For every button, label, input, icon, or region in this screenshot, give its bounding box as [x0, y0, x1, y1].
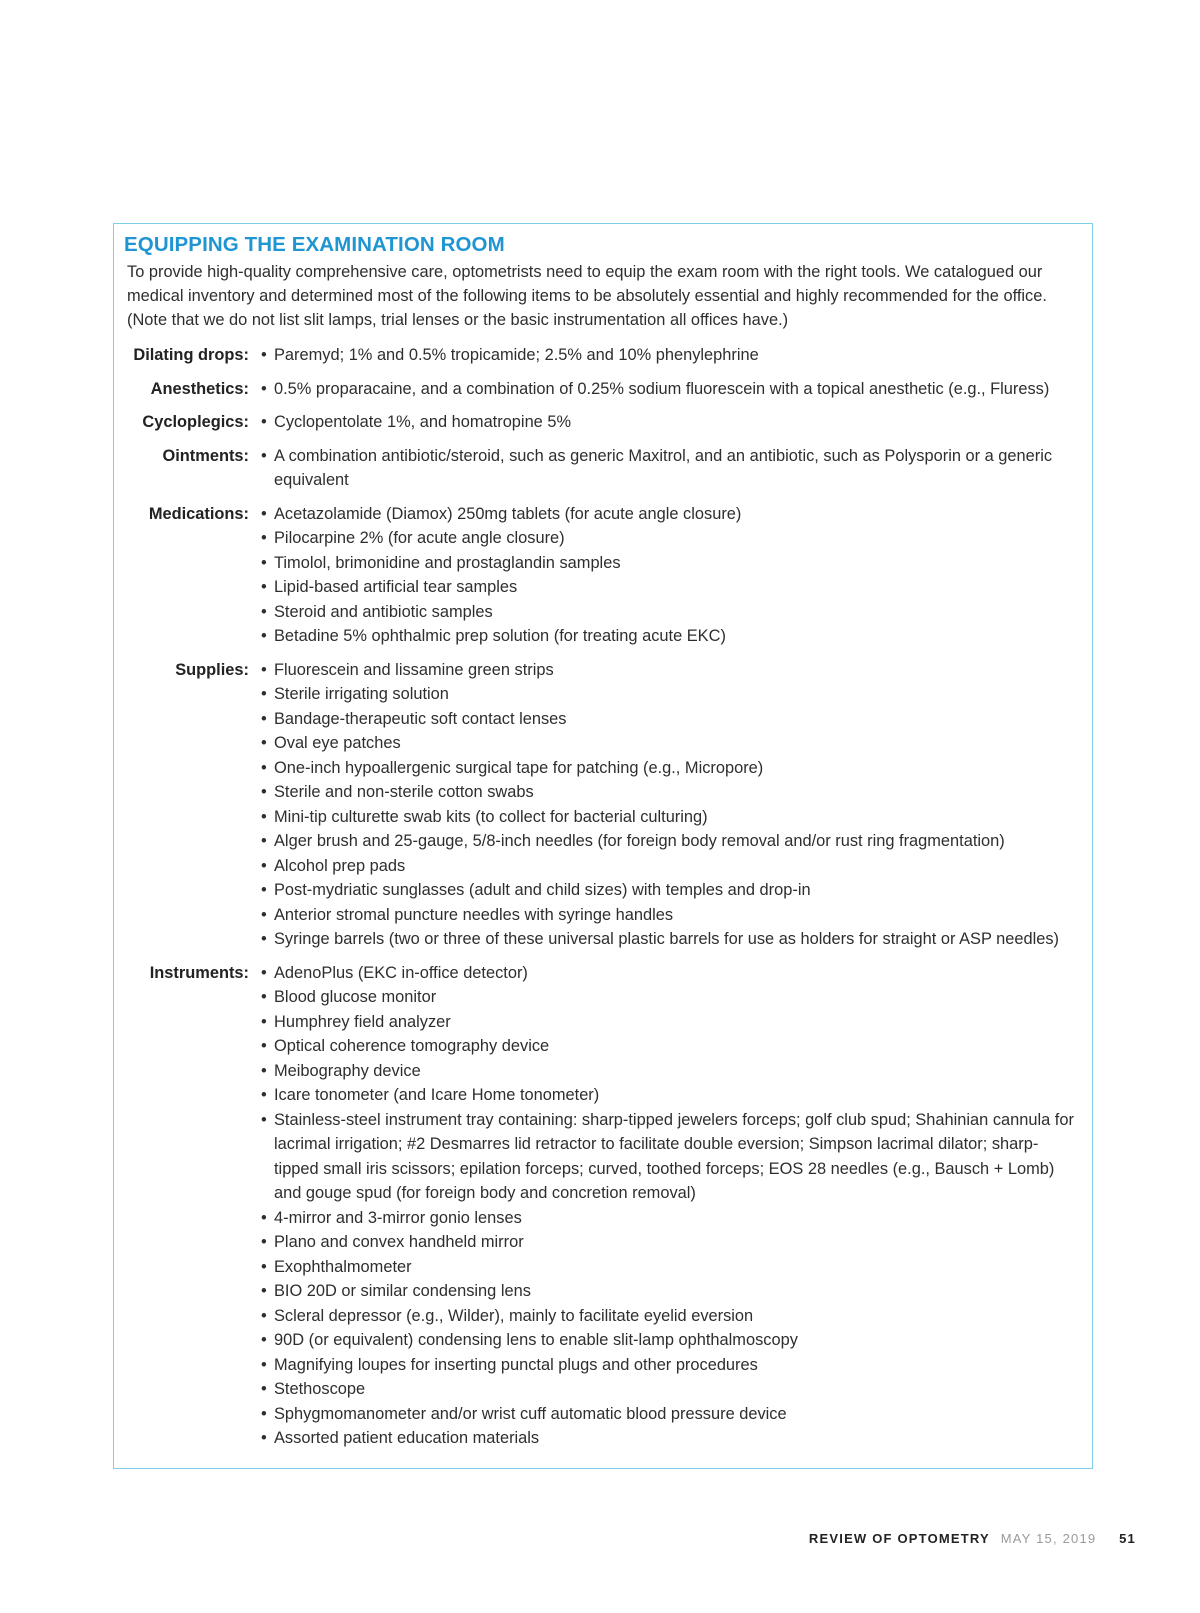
category-label: Supplies:: [175, 660, 249, 679]
list-item-text: 90D (or equivalent) condensing lens to enable slit-lamp ophthalmoscopy: [274, 1331, 798, 1349]
list-item: [261, 1402, 1078, 1427]
category-row: [124, 961, 1078, 1451]
list-item-text: Oval eye patches: [274, 734, 401, 752]
list-item-text: Alcohol prep pads: [274, 856, 406, 875]
category-items: [249, 961, 1078, 1451]
bullet-icon: •: [261, 685, 267, 703]
list-item: [261, 961, 1078, 986]
bullet-icon: •: [261, 578, 267, 596]
list-item: [261, 829, 1078, 854]
list-item-text: Post-mydriatic sunglasses (adult and child sizes) with temples and drop-in: [274, 881, 811, 899]
list-item-text: Stethoscope: [274, 1380, 366, 1398]
bullet-icon: •: [261, 602, 267, 621]
list-item: [261, 927, 1078, 952]
list-item-text: Lipid-based artificial tear samples: [274, 578, 518, 596]
list-item-text: Magnifying loupes for inserting punctal plugs and other procedures: [274, 1355, 758, 1374]
category-list: [124, 343, 1078, 1451]
category-row: [124, 658, 1078, 952]
sidebar-box: [113, 223, 1093, 1469]
list-item: [261, 1034, 1078, 1059]
list-item-text: Betadine 5% ophthalmic prep solution (for treating acute EKC): [274, 627, 726, 645]
list-item-text: Exophthalmometer: [274, 1257, 412, 1276]
list-item: [261, 551, 1078, 576]
category-label: Medications:: [148, 504, 249, 523]
list-item: [261, 410, 1078, 435]
category-row: [124, 343, 1078, 368]
list-item: [261, 707, 1078, 732]
list-item-text: Fluorescein and lissamine green strips: [274, 660, 554, 679]
list-item-text: Steroid and antibiotic samples: [274, 602, 493, 621]
page-footer: [809, 1531, 1136, 1546]
list-item-text: Icare tonometer (and Icare Home tonometer): [274, 1086, 600, 1104]
list-item: [261, 658, 1078, 683]
list-item: [261, 526, 1078, 551]
list-item: [261, 502, 1078, 527]
bullet-icon: •: [261, 1208, 267, 1227]
bullet-icon: •: [261, 1257, 267, 1276]
category-items: [249, 343, 1078, 368]
list-item-text: Stainless-steel instrument tray containing: sharp-tipped jewelers forceps; golf club spud; Shahinian cannula for lacrimal irrigation; #2 Desmarres lid retractor to facilitate double eversion; Simpson lacrimal dilator; sharp-tipped small iris scissors; epilation forceps; curved, toothed forceps; EOS 28 needles (e.g., Bausch + Lomb) and gouge spud (for foreign body and concretion removal): [274, 1110, 1074, 1202]
category-row: [124, 444, 1078, 493]
list-item: [261, 682, 1078, 707]
bullet-icon: •: [261, 1282, 267, 1300]
category-items: [249, 377, 1078, 402]
category-items: [249, 502, 1078, 649]
category-label: Ointments:: [162, 446, 249, 465]
bullet-icon: •: [261, 413, 267, 431]
list-item: [261, 444, 1078, 493]
bullet-icon: •: [261, 963, 267, 982]
list-item-text: Syringe barrels (two or three of these universal plastic barrels for use as holders for straight or ASP needles): [274, 930, 1060, 948]
list-item-text: Mini-tip culturette swab kits (to collect for bacterial culturing): [274, 807, 708, 826]
bullet-icon: •: [261, 734, 267, 752]
bullet-icon: •: [261, 1061, 267, 1080]
list-item-text: Pilocarpine 2% (for acute angle closure): [274, 529, 565, 547]
list-item: [261, 1206, 1078, 1231]
list-item-text: Cyclopentolate 1%, and homatropine 5%: [274, 413, 572, 431]
category-row: [124, 502, 1078, 649]
list-item-text: 4-mirror and 3-mirror gonio lenses: [274, 1208, 522, 1227]
bullet-icon: •: [261, 709, 267, 728]
bullet-icon: •: [261, 1086, 267, 1104]
list-item: [261, 377, 1078, 402]
bullet-icon: •: [261, 856, 267, 875]
list-item: [261, 1255, 1078, 1280]
category-items: [249, 410, 1078, 435]
sidebar-intro: To provide high-quality comprehensive care, optometrists need to equip the exam room with the right tools. We catalogued our medical inventory and determined most of the following items to be absolutely essential and highly recommended for the office. (Note that we do not list slit lamps, trial lenses or the basic instrumentation all offices have.): [127, 263, 1047, 329]
list-item: [261, 1328, 1078, 1353]
bullet-icon: •: [261, 1110, 267, 1129]
bullet-icon: •: [261, 832, 267, 850]
list-item: [261, 1059, 1078, 1084]
issue-date: MAY 15, 2019: [1000, 1531, 1097, 1546]
list-item-text: AdenoPlus (EKC in-office detector): [274, 963, 528, 982]
category-items: [249, 658, 1078, 952]
bullet-icon: •: [261, 627, 267, 645]
category-row: [124, 410, 1078, 435]
list-item-text: Timolol, brimonidine and prostaglandin samples: [274, 553, 621, 572]
list-item: [261, 780, 1078, 805]
list-item-text: 0.5% proparacaine, and a combination of 0.25% sodium fluorescein with a topical anesthetic (e.g., Fluress): [274, 379, 1050, 398]
bullet-icon: •: [261, 1331, 267, 1349]
bullet-icon: •: [261, 807, 267, 826]
list-item: [261, 1230, 1078, 1255]
list-item: [261, 903, 1078, 928]
list-item: [261, 624, 1078, 649]
bullet-icon: •: [261, 1012, 267, 1031]
category-label: Instruments:: [149, 963, 249, 982]
list-item: [261, 985, 1078, 1010]
list-item-text: Optical coherence tomography device: [274, 1037, 550, 1055]
list-item-text: Sterile and non-sterile cotton swabs: [274, 783, 534, 801]
bullet-icon: •: [261, 905, 267, 924]
bullet-icon: •: [261, 1355, 267, 1374]
bullet-icon: •: [261, 1037, 267, 1055]
list-item: [261, 731, 1078, 756]
bullet-icon: •: [261, 1306, 267, 1325]
list-item: [261, 1010, 1078, 1035]
category-label: Cycloplegics:: [142, 413, 249, 431]
bullet-icon: •: [261, 758, 267, 777]
list-item-text: Alger brush and 25-gauge, 5/8-inch needles (for foreign body removal and/or rust ring fragmentation): [274, 832, 1005, 850]
list-item: [261, 1353, 1078, 1378]
bullet-icon: •: [261, 783, 267, 801]
list-item-text: Blood glucose monitor: [274, 988, 437, 1006]
bullet-icon: •: [261, 553, 267, 572]
list-item-text: Paremyd; 1% and 0.5% tropicamide; 2.5% and 10% phenylephrine: [274, 346, 759, 364]
bullet-icon: •: [261, 346, 267, 364]
list-item: [261, 575, 1078, 600]
list-item-text: Humphrey field analyzer: [274, 1012, 451, 1031]
list-item: [261, 1304, 1078, 1329]
bullet-icon: •: [261, 1429, 267, 1447]
category-label: Dilating drops:: [133, 346, 249, 364]
bullet-icon: •: [261, 1233, 267, 1251]
list-item-text: A combination antibiotic/steroid, such as generic Maxitrol, and an antibiotic, such as Polysporin or a generic equivalent: [274, 446, 1053, 489]
bullet-icon: •: [261, 529, 267, 547]
sidebar-title: EQUIPPING THE EXAMINATION ROOM: [124, 233, 505, 256]
list-item-text: Scleral depressor (e.g., Wilder), mainly to facilitate eyelid eversion: [274, 1306, 754, 1325]
bullet-icon: •: [261, 881, 267, 899]
list-item-text: Bandage-therapeutic soft contact lenses: [274, 709, 567, 728]
list-item-text: Anterior stromal puncture needles with syringe handles: [274, 905, 674, 924]
page-number: 51: [1119, 1531, 1136, 1546]
list-item: [261, 756, 1078, 781]
bullet-icon: •: [261, 1380, 267, 1398]
list-item: [261, 600, 1078, 625]
bullet-icon: •: [261, 1404, 267, 1423]
bullet-icon: •: [261, 988, 267, 1006]
list-item: [261, 854, 1078, 879]
journal-name: REVIEW OF OPTOMETRY: [808, 1531, 990, 1546]
list-item: [261, 1108, 1078, 1206]
list-item: [261, 878, 1078, 903]
list-item: [261, 343, 1078, 368]
category-items: [249, 444, 1078, 493]
category-label: Anesthetics:: [150, 379, 249, 398]
list-item: [261, 1279, 1078, 1304]
list-item: [261, 1426, 1078, 1451]
list-item: [261, 805, 1078, 830]
list-item-text: BIO 20D or similar condensing lens: [274, 1282, 531, 1300]
bullet-icon: •: [261, 379, 267, 398]
list-item-text: Sterile irrigating solution: [274, 685, 449, 703]
list-item-text: One-inch hypoallergenic surgical tape for patching (e.g., Micropore): [274, 758, 764, 777]
category-row: [124, 377, 1078, 402]
bullet-icon: •: [261, 446, 267, 465]
list-item-text: Meibography device: [274, 1061, 421, 1080]
bullet-icon: •: [261, 660, 267, 679]
bullet-icon: •: [261, 504, 267, 523]
list-item: [261, 1083, 1078, 1108]
list-item-text: Acetazolamide (Diamox) 250mg tablets (for acute angle closure): [274, 504, 742, 523]
list-item-text: Sphygmomanometer and/or wrist cuff automatic blood pressure device: [274, 1404, 787, 1423]
list-item: [261, 1377, 1078, 1402]
bullet-icon: •: [261, 930, 267, 948]
list-item-text: Assorted patient education materials: [274, 1429, 540, 1447]
list-item-text: Plano and convex handheld mirror: [274, 1233, 524, 1251]
